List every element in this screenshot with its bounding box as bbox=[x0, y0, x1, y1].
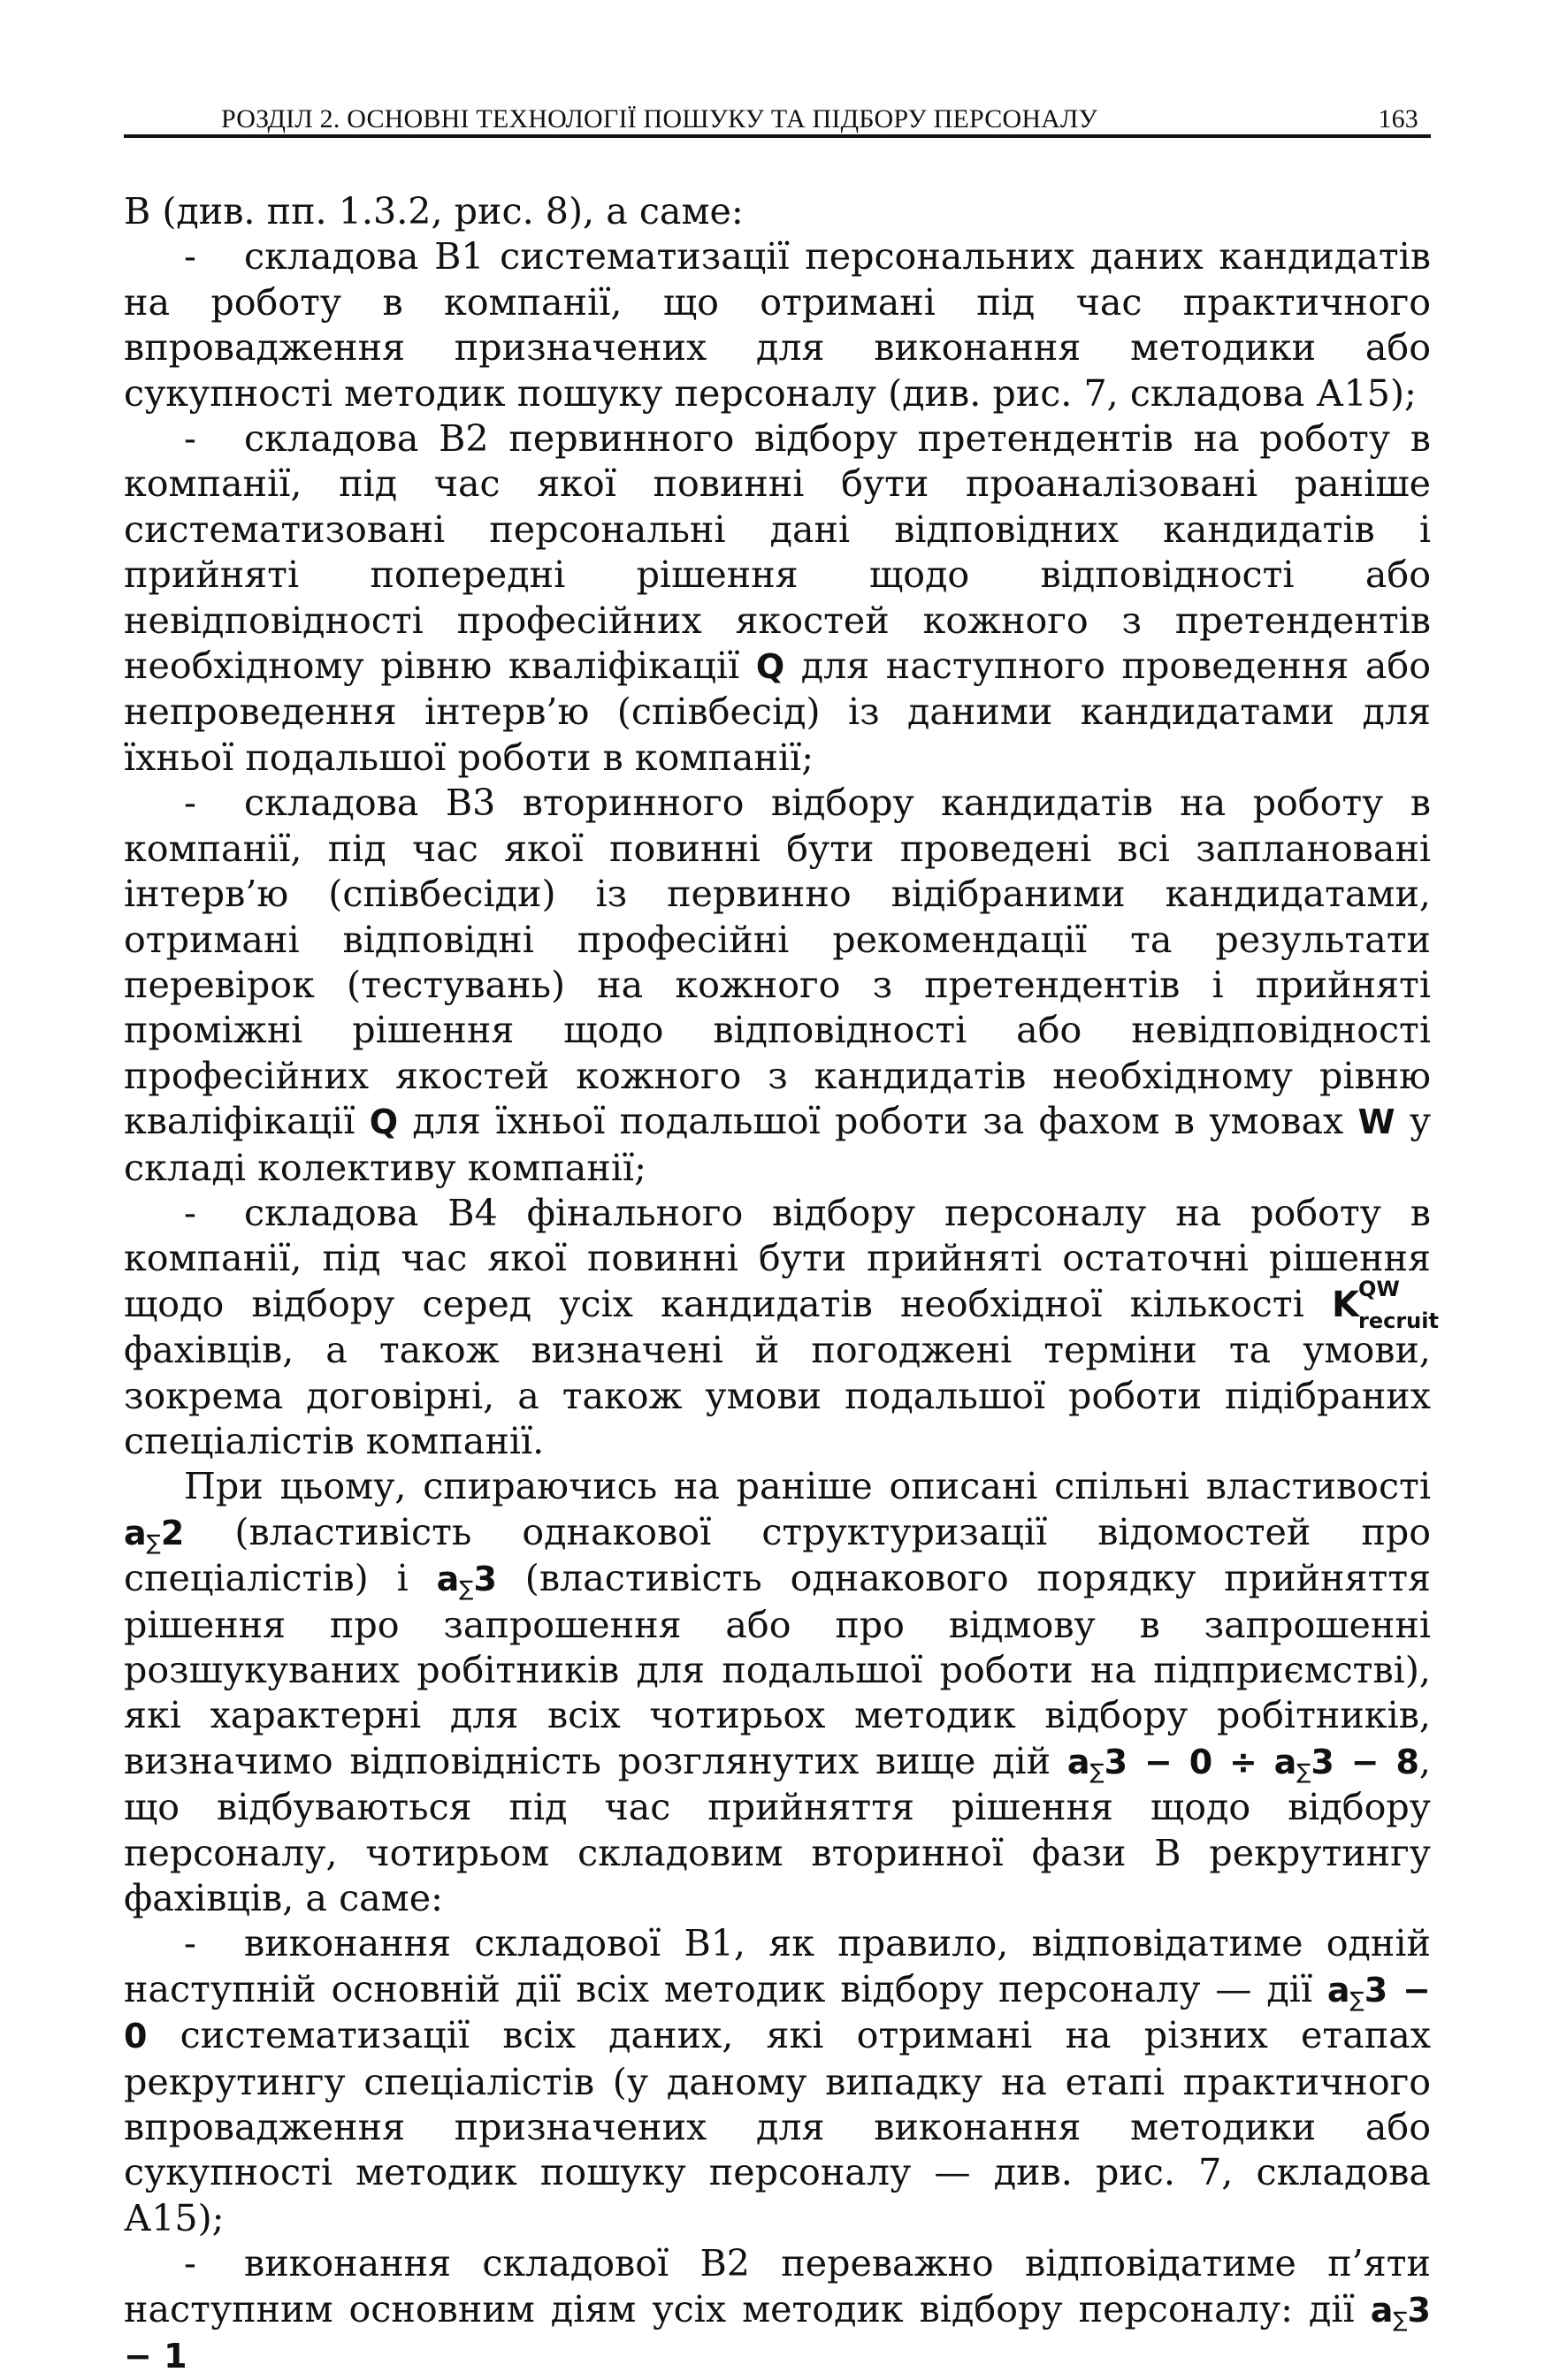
list-item-b2: - складова В2 первинного відбору претендентів на роботу в компанії, під час якої повинні бути проаналізовані раніше систематизовані персональні дані відповідних кандидатів і прийняті попередні рішення щодо відповідності або невідповідності професійних якостей кожного з претендентів необхідному рівню кваліфікації Q для наступного проведення або непроведення інтерв’ю (співбесід) із даними кандидатами для їхньої подальшої роботи в компанії; bbox=[124, 417, 1432, 779]
intro-line: В (див. пп. 1.3.2, рис. 8), а саме: bbox=[124, 190, 744, 233]
list-dash: - bbox=[184, 782, 196, 825]
body-text bbox=[124, 189, 1439, 2380]
symbol-w: W bbox=[1357, 1102, 1395, 1142]
running-header bbox=[124, 88, 1431, 138]
list-item-exec-b2: - виконання складової В2 переважно відповідатиме п’яти наступним основним діям усіх методик відбору персоналу: дії $a_\sum 3 - 1$ bbox=[124, 2242, 1431, 2376]
list-item-exec-b1: - виконання складової В1, як правило, відповідатиме одній наступній основній дії всіх методик відбору персоналу — дії $a_\sum 3 - 0$ систематизації всіх даних, які отримані на різних етапах рекрутингу спеціалістів (у даному випадку на етапі практичного впровадження призначених для виконання методики або сукупності методик пошуку персоналу — див. рис. 7, складова А15); bbox=[124, 1922, 1431, 2239]
page-number: 163 bbox=[1378, 104, 1418, 133]
paragraph-main: При цьому, спираючись на раніше описані спільні властивості $a_\sum 2$ (властивість однакової структуризації відомостей про спеціалістів) і $a_\sum 3$ (властивість однакового порядку прийняття рішення про запрошення або про відмову в запрошенні розшукуваних робітників для подальшої роботи на підприємстві), які характерні для всіх чотирьох методик відбору робітників, визначимо відповідність розглянутих вище дій $a_\sum 3 - 0 \div a_\sum 3 - 8$, що відбуваються під час прийняття рішення щодо відбору персоналу, чотирьом складовим вторинної фази В рекрутингу фахівців, а саме: bbox=[124, 1465, 1432, 1920]
symbol-a-sum-2: $a_\sum 2$ bbox=[124, 1513, 185, 1555]
divide-symbol: ÷ bbox=[1228, 1742, 1257, 1781]
list-dash: - bbox=[184, 1191, 196, 1234]
symbol-k-recruit: K QW recruit bbox=[1332, 1276, 1439, 1333]
list-dash: - bbox=[184, 2242, 196, 2285]
document-page bbox=[124, 88, 1439, 2380]
list-item-b3: - складова В3 вторинного відбору кандидатів на роботу в компанії, під час якої повинні бути проведені всі заплановані інтерв’ю (співбесіди) із первинно відібраними кандидатами, отримані відповідні професійні рекомендації та результати перевірок (тестувань) на кожного з претендентів і прийняті проміжні рішення щодо відповідності або невідповідності професійних якостей кожного з кандидатів необхідному рівню кваліфікації Q для їхньої подальшої роботи за фахом в умовах W у складі колективу компанії; bbox=[124, 782, 1432, 1189]
symbol-a-sum-3-8: $a_\sum 3 - 8$ bbox=[1273, 1742, 1419, 1784]
list-dash: - bbox=[184, 235, 196, 278]
list-dash: - bbox=[184, 1922, 196, 1965]
symbol-a-sum-3-1: $a_\sum 3 - 1$ bbox=[124, 2290, 1431, 2376]
symbol-a-sum-3: $a_\sum 3$ bbox=[436, 1560, 497, 1602]
list-item-b4: - складова В4 фінального відбору персоналу на роботу в компанії, під час якої повинні бути прийняті остаточні рішення щодо відбору серед усіх кандидатів необхідної кількості K QW recruit фахівців, а також визначені й погоджені терміни та умови, зокрема договірні, а також умови подальшої роботи підібраних спеціалістів компанії. bbox=[124, 1191, 1439, 1462]
symbol-q: Q bbox=[755, 647, 785, 687]
symbol-a-sum-3-0: $a_\sum 3 - 0$ bbox=[1066, 1742, 1213, 1784]
header-title: РОЗДІЛ 2. ОСНОВНІ ТЕХНОЛОГІЇ ПОШУКУ ТА ПІДБОРУ ПЕРСОНАЛУ bbox=[221, 104, 1098, 133]
symbol-q: Q bbox=[369, 1102, 398, 1142]
symbol-a-sum-3-0: $a_\sum 3 - 0$ bbox=[124, 1970, 1431, 2056]
list-dash: - bbox=[184, 417, 196, 461]
list-item-b1: - складова В1 систематизації персональних даних кандидатів на роботу в компанії, що отримані під час практичного впровадження призначених для виконання методики або сукупності методик пошуку персоналу (див. рис. 7, складова А15); bbox=[124, 235, 1431, 415]
